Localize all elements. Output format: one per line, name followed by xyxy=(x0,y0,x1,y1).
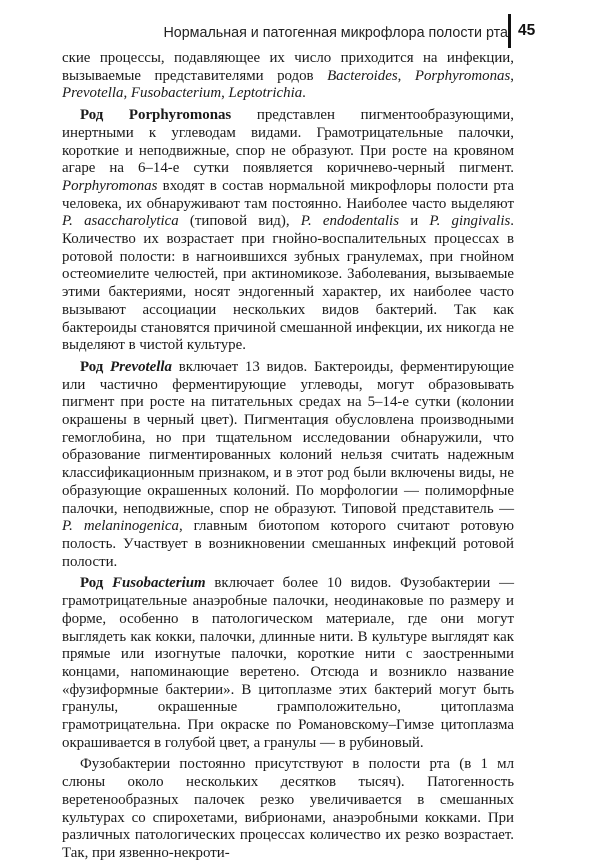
page-number: 45 xyxy=(518,22,536,39)
paragraph-continuation: ские процессы, подавляющее их число приходится на инфекции, вызываемые представителями родов Bacteroides, Porphyromonas, Prevotella, Fusobacterium, Leptotrichia. xyxy=(62,50,514,102)
genus-name: Fusobacterium xyxy=(112,575,206,592)
header-divider xyxy=(508,14,511,48)
body-text xyxy=(62,50,514,863)
page-header xyxy=(0,0,600,44)
paragraph-fusobacteria-pathogenicity: Фузобактерии постоянно присутствуют в полости рта (в 1 мл слюны около нескольких десятков тысяч). Патогенность веретенообразных палочек резко увеличивается в смешанных культурах со спирохетами, вибрионами, анаэробными кокками. При различных патологических процессах количество их резко возрастает. Так, при язвенно-некроти- xyxy=(62,756,514,861)
genus-name: Prevotella xyxy=(109,358,173,375)
running-title: Нормальная и патогенная микрофлора полости рта xyxy=(163,25,508,41)
paragraph-porphyromonas: Род Porphyromonas представлен пигментообразующими, инертными к углеводам видами. Грамотрицательные палочки, короткие и неподвижные, спор не образуют. При росте на кровяном агаре на 6–14-е сутки появляется коричнево-черный пигмент. Porphyromonas входят в состав нормальной микрофлоры полости рта человека, их обнаруживают там постоянно. Наиболее часто выделяют P. asaccharolytica (типовой вид), P. endodentalis и P. gingivalis. Количество их возрастает при гнойно-воспалительных процессах в ротовой полости: в нагноившихся зубных гранулемах, при гнойном остеомиелите челюстей, при актиномикозе. Заболевания, вызываемые этими бактериями, носят эндогенный характер, их наиболее часто вызывают ассоциации нескольких видов бактерий. Так как бактероиды становятся причиной смешанной инфекции, их никогда не выделяют в чистой культуре. xyxy=(62,107,514,354)
paragraph-prevotella: Род Prevotella включает 13 видов. Бактероиды, ферментирующие или частично ферментирующие углеводы, могут образовывать пигмент при росте на питательных средах на 5–14-е сутки (колонии окрашены в черный цвет). Пигментация обусловлена производными гемоглобина, но при тщательном исследовании обнаружили, что образование пигментированных колоний нельзя считать надежным классификационным признаком, и в этот род были включены виды, не образующие окрашенных колоний. По морфологии — полиморфные палочки, неподвижные, спор не образуют. Типовой представитель — P. melaninogenica, главным биотопом которого считают ротовую полость. Участвует в возникновении смешанных инфекций ротовой полости. xyxy=(62,358,514,570)
genus-name: Porphyromonas xyxy=(128,107,232,124)
paragraph-fusobacterium: Род Fusobacterium включает более 10 видов. Фузобактерии — грамотрицательные анаэробные палочки, неодинаковые по размеру и форме, особенно в патологическом материале, где они могут выглядеть как кокки, палочки, длинные нити. В культуре выглядят как прямые или изогнутые палочки, короткие нити с заостренными концами, напоминающие веретено. Отсюда и возникло название «фузиформные бактерии». В цитоплазме этих бактерий могут быть гранулы, окрашенные грамположительно, цитоплазма грамотрицательна. При окраске по Романовскому–Гимзе цитоплазма окрашивается в голубой цвет, а гранулы — в рубиновый. xyxy=(62,575,514,751)
